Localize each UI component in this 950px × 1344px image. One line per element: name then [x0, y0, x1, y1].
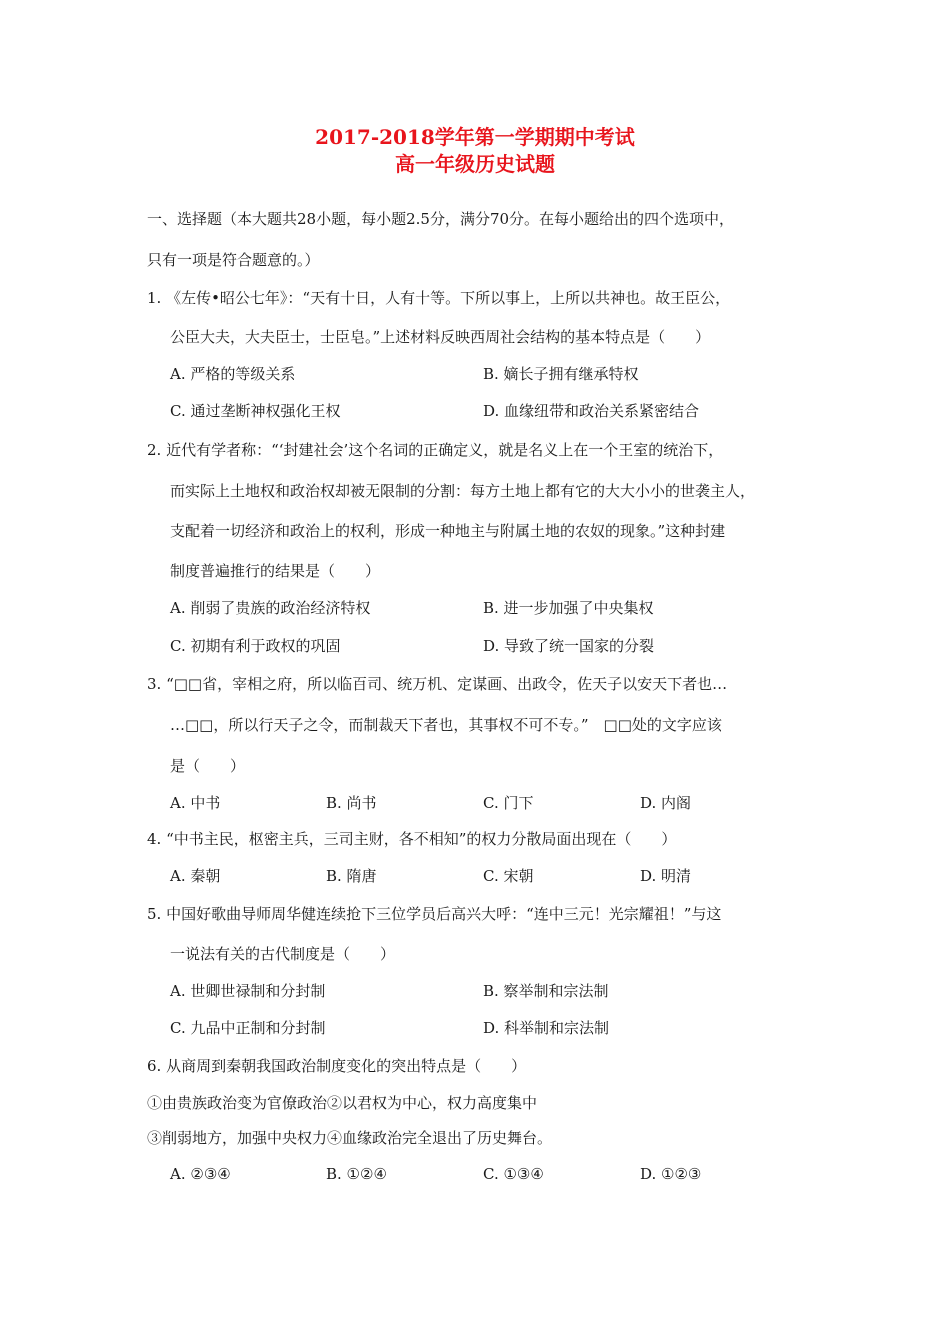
question-stem-line: 制度普遍推行的结果是（ ） — [170, 562, 381, 580]
option-a: A. ②③④ — [170, 1165, 231, 1183]
option-d: D. ①②③ — [640, 1165, 702, 1183]
question-stem-line: 2. 近代有学者称：“‘封建社会’这个名词的正确定义，就是名义上在一个王室的统治下， — [147, 441, 724, 459]
option-b: B. 察举制和宗法制 — [483, 982, 609, 1000]
section-heading-line-2: 只有一项是符合题意的。） — [147, 251, 320, 269]
option-c: C. 九品中正制和分封制 — [170, 1019, 326, 1037]
option-a: A. 中书 — [170, 794, 221, 812]
option-a: A. 严格的等级关系 — [170, 365, 296, 383]
option-c: C. ①③④ — [483, 1165, 544, 1183]
statement-line: ③削弱地方，加强中央权力④血缘政治完全退出了历史舞台。 — [147, 1129, 553, 1147]
option-c: C. 初期有利于政权的巩固 — [170, 637, 341, 655]
option-d: D. 明清 — [640, 867, 692, 885]
section-heading-line-1: 一、选择题（本大题共28小题，每小题2.5分，满分70分。在每小题给出的四个选项中， — [147, 210, 735, 228]
option-b: B. 尚书 — [326, 794, 377, 812]
statement-line: ①由贵族政治变为官僚政治②以君权为中心，权力高度集中 — [147, 1094, 538, 1112]
question-stem-line: 而实际上土地权和政治权却被无限制的分割：每方土地上都有它的大大小小的世袭主人， — [170, 482, 756, 500]
question-stem-line: 5. 中国好歌曲导师周华健连续抢下三位学员后高兴大呼：“连中三元！光宗耀祖！”与这 — [147, 905, 722, 923]
option-c: C. 宋朝 — [483, 867, 534, 885]
question-stem-line: 6. 从商周到秦朝我国政治制度变化的突出特点是（ ） — [147, 1057, 527, 1075]
option-a: A. 世卿世禄制和分封制 — [170, 982, 326, 1000]
exam-title: 2017-2018学年第一学期期中考试 — [315, 125, 635, 149]
question-stem-line: 公臣大夫，大夫臣士，士臣皂。”上述材料反映西周社会结构的基本特点是（ ） — [170, 328, 711, 346]
question-stem-line: 是（ ） — [170, 757, 246, 775]
option-d: D. 科举制和宗法制 — [483, 1019, 610, 1037]
option-a: A. 秦朝 — [170, 867, 221, 885]
question-stem-line: 4. “中书主民，枢密主兵，三司主财，各不相知”的权力分散局面出现在（ ） — [147, 830, 677, 848]
option-b: B. 进一步加强了中央集权 — [483, 599, 654, 617]
option-c: C. 门下 — [483, 794, 534, 812]
question-stem-line: …□□，所以行天子之令，而制裁天下者也，其事权不可不专。” □□处的文字应该 — [170, 716, 722, 734]
option-b: B. ①②④ — [326, 1165, 387, 1183]
question-stem-line: 3. “□□省，宰相之府，所以临百司、统万机、定谋画、出政令，佐天子以安天下者也… — [147, 675, 728, 693]
option-b: B. 隋唐 — [326, 867, 377, 885]
option-d: D. 导致了统一国家的分裂 — [483, 637, 655, 655]
option-d: D. 内阁 — [640, 794, 692, 812]
option-a: A. 削弱了贵族的政治经济特权 — [170, 599, 371, 617]
option-c: C. 通过垄断神权强化王权 — [170, 402, 341, 420]
option-b: B. 嫡长子拥有继承特权 — [483, 365, 639, 383]
exam-subtitle: 高一年级历史试题 — [395, 152, 555, 176]
option-d: D. 血缘纽带和政治关系紧密结合 — [483, 402, 700, 420]
question-stem-line: 支配着一切经济和政治上的权利，形成一种地主与附属土地的农奴的现象。”这种封建 — [170, 522, 726, 540]
question-stem-line: 1. 《左传•昭公七年》：“天有十日，人有十等。下所以事上，上所以共神也。故王臣公， — [147, 289, 731, 307]
question-stem-line: 一说法有关的古代制度是（ ） — [170, 945, 396, 963]
